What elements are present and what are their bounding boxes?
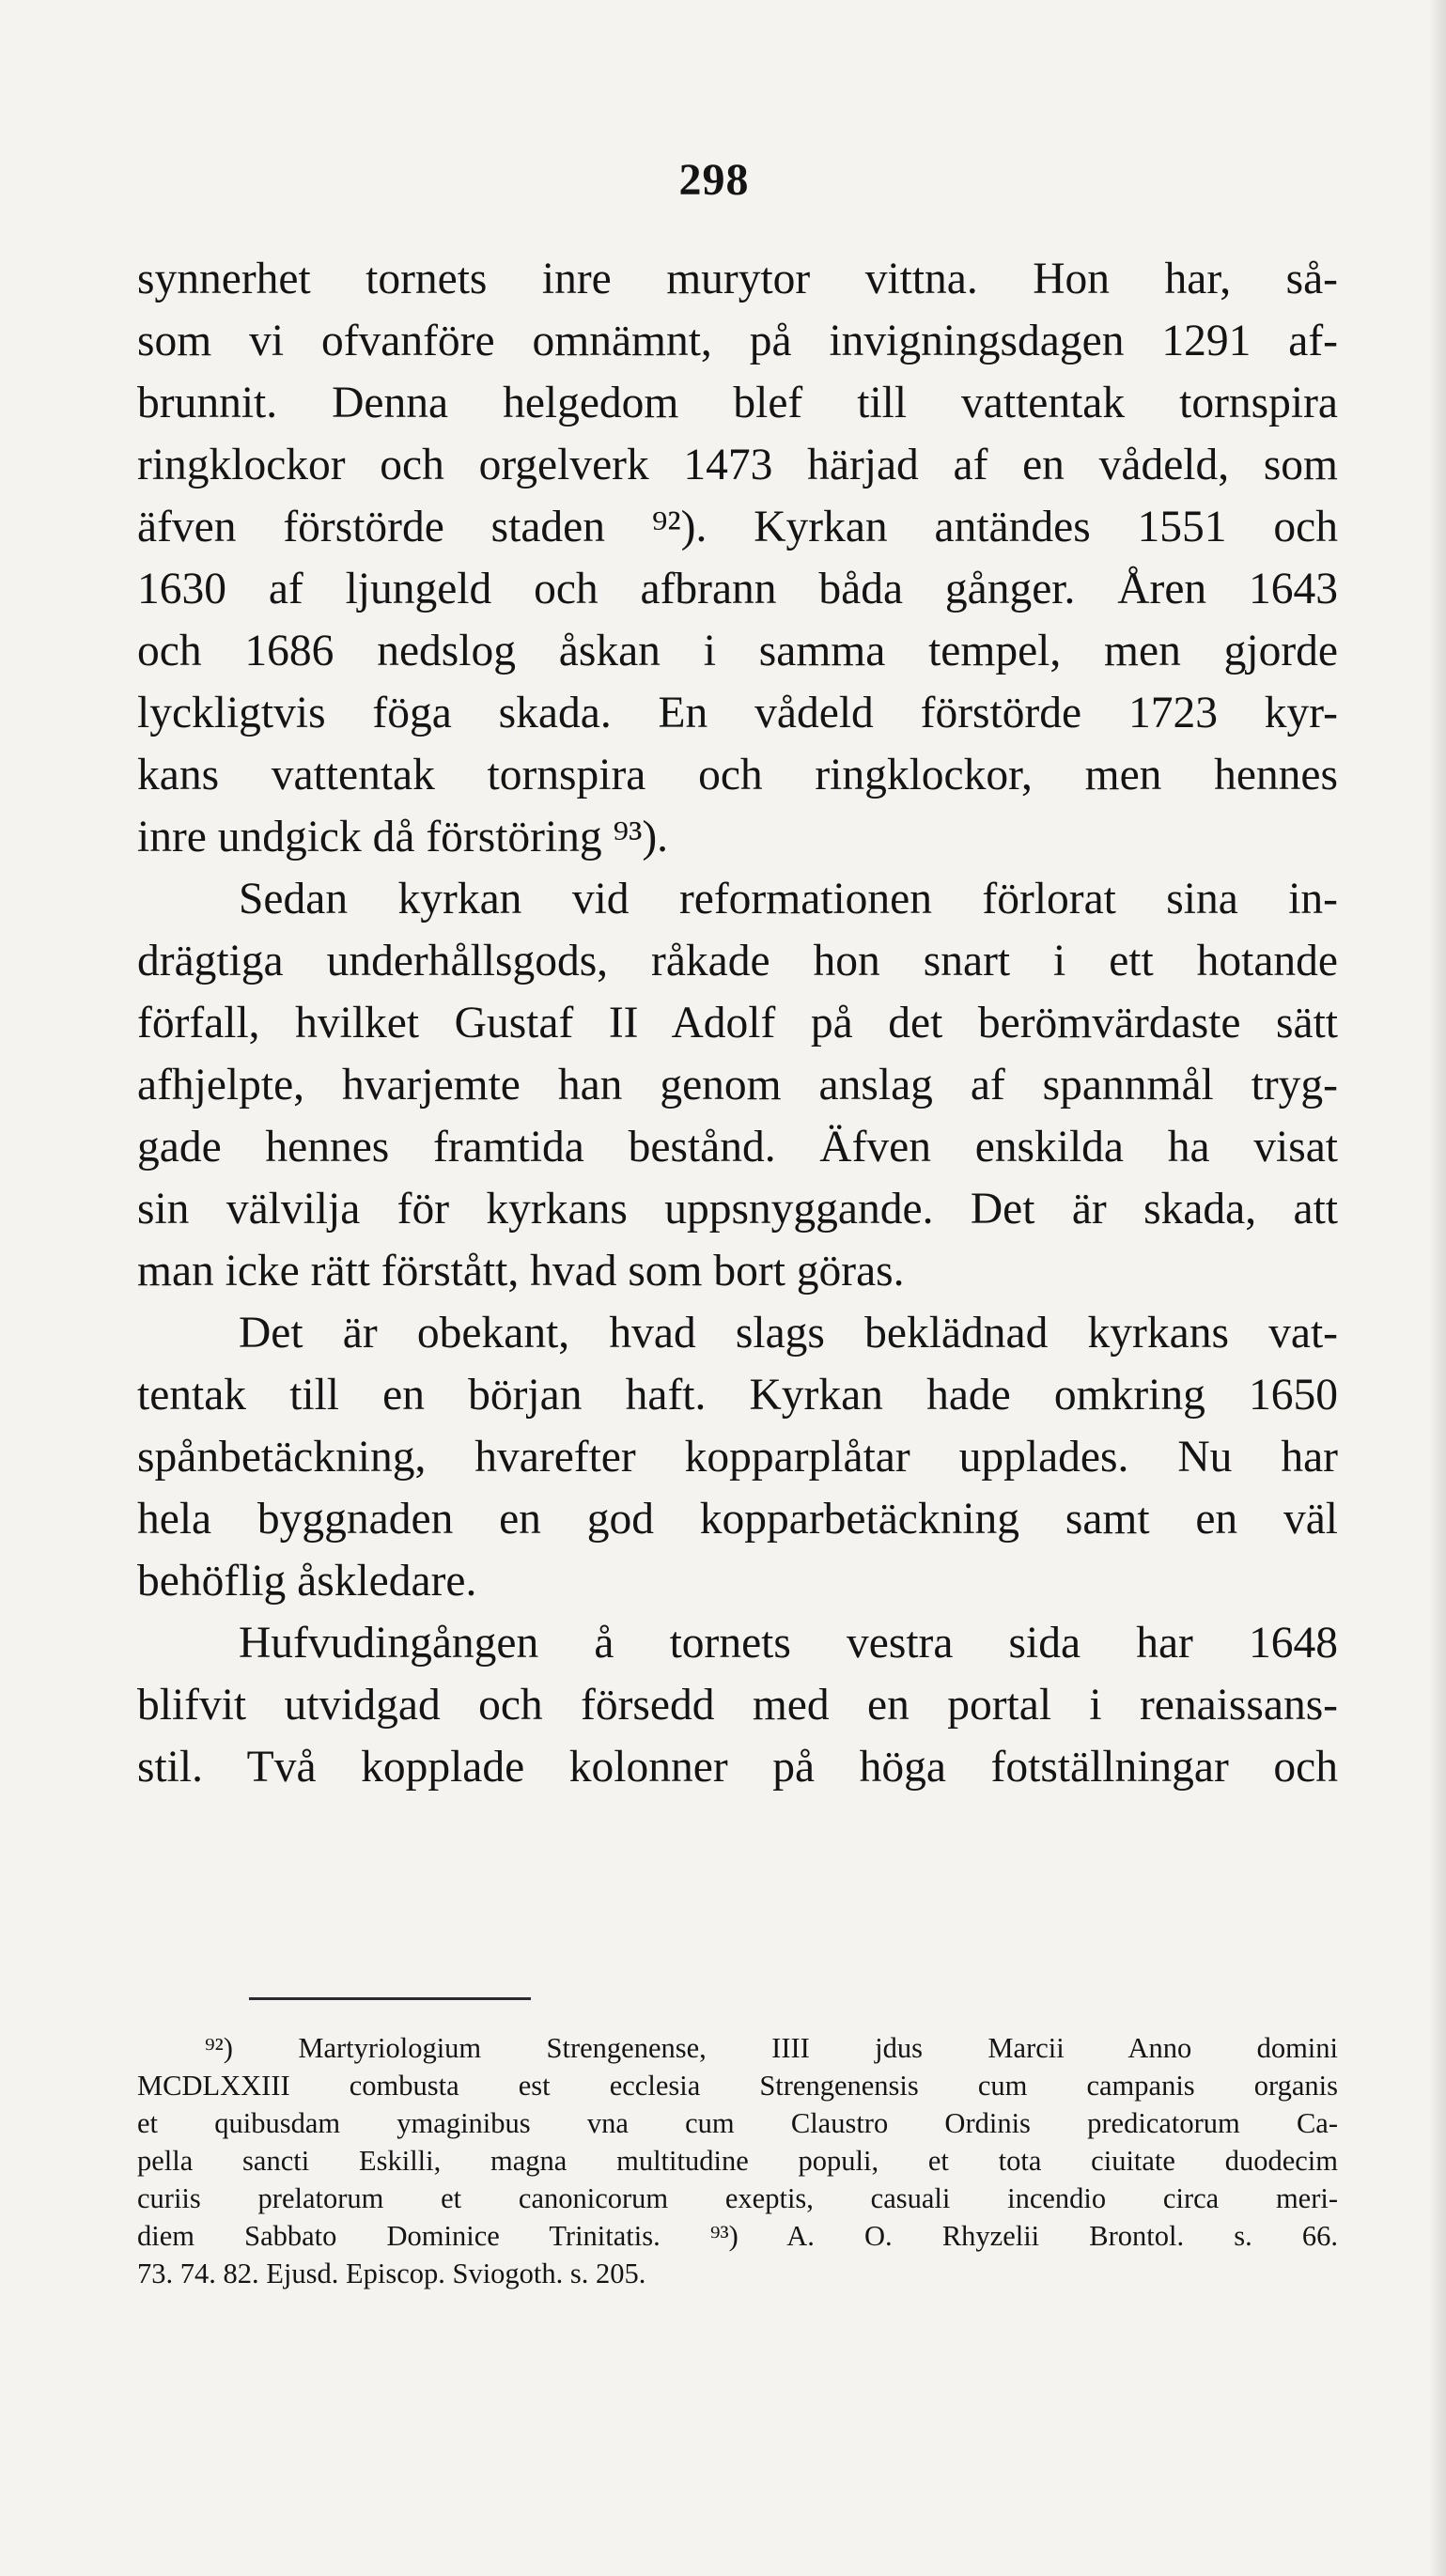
text-line: afhjelpte, hvarjemte han genom anslag af spannmål tryg-: [137, 1061, 1338, 1110]
paragraph-first-line: Hufvudingången å tornets vestra sida har 1648: [239, 1619, 1338, 1668]
footnotes: [137, 2029, 1338, 2292]
text-line: spånbetäckning, hvarefter kopparplåtar upplades. Nu har: [137, 1433, 1338, 1482]
text-line: synnerhet tornets inre murytor vittna. Hon har, så-: [137, 255, 1338, 303]
text-line: och 1686 nedslog åskan i samma tempel, men gjorde: [137, 627, 1338, 675]
page-edge-shadow: [1429, 0, 1446, 2576]
text-line: blifvit utvidgad och försedd med en portal i renaissans-: [137, 1681, 1338, 1730]
text-line: ringklockor och orgelverk 1473 härjad af en vådeld, som: [137, 441, 1338, 489]
footnote-line: curiis prelatorum et canonicorum exeptis, casuali incendio circa meri-: [137, 2182, 1338, 2214]
footnote-line: MCDLXXIII combusta est ecclesia Strengenensis cum campanis organis: [137, 2070, 1338, 2102]
text-line: lyckligtvis föga skada. En vådeld förstörde 1723 kyr-: [137, 689, 1338, 737]
text-line: hela byggnaden en god kopparbetäckning samt en väl: [137, 1495, 1338, 1544]
text-line: brunnit. Denna helgedom blef till vattentak tornspira: [137, 379, 1338, 427]
text-line: behöflig åskledare.: [137, 1557, 477, 1606]
text-line: gade hennes framtida bestånd. Äfven enskilda ha visat: [137, 1123, 1338, 1172]
footnote-line: ⁹²) Martyriologium Strengenense, IIII jdus Marcii Anno domini: [205, 2032, 1338, 2064]
body-text: [137, 248, 1338, 1798]
text-line: 1630 af ljungeld och afbrann båda gånger. Åren 1643: [137, 565, 1338, 613]
text-line: förfall, hvilket Gustaf II Adolf på det berömvärdaste sätt: [137, 999, 1338, 1047]
footnote-line: et quibusdam ymaginibus vna cum Claustro Ordinis predicatorum Ca-: [137, 2107, 1338, 2139]
footnote-line: diem Sabbato Dominice Trinitatis. ⁹³) A. O. Rhyzelii Brontol. s. 66.: [137, 2220, 1338, 2252]
paragraph-first-line: Sedan kyrkan vid reformationen förlorat sina in-: [239, 875, 1338, 923]
text-line: kans vattentak tornspira och ringklockor, men hennes: [137, 751, 1338, 799]
text-line: som vi ofvanföre omnämnt, på invigningsdagen 1291 af-: [137, 317, 1338, 365]
text-line: tentak till en början haft. Kyrkan hade omkring 1650: [137, 1371, 1338, 1420]
footnote-line: pella sancti Eskilli, magna multitudine populi, et tota ciuitate duodecim: [137, 2145, 1338, 2177]
text-line: sin välvilja för kyrkans uppsnyggande. Det är skada, att: [137, 1185, 1338, 1234]
footnote-divider: [249, 1997, 531, 2000]
footnote-line: 73. 74. 82. Ejusd. Episcop. Sviogoth. s. 205.: [137, 2258, 646, 2289]
text-line: inre undgick då förstöring ⁹³).: [137, 813, 669, 861]
paragraph-first-line: Det är obekant, hvad slags beklädnad kyrkans vat-: [239, 1309, 1338, 1358]
text-line: man icke rätt förstått, hvad som bort göras.: [137, 1247, 905, 1296]
page-number: 298: [678, 155, 750, 205]
text-line: stil. Två kopplade kolonner på höga fotställningar och: [137, 1743, 1338, 1792]
text-line: äfven förstörde staden ⁹²). Kyrkan antändes 1551 och: [137, 503, 1338, 551]
text-line: drägtiga underhållsgods, råkade hon snart i ett hotande: [137, 937, 1338, 985]
